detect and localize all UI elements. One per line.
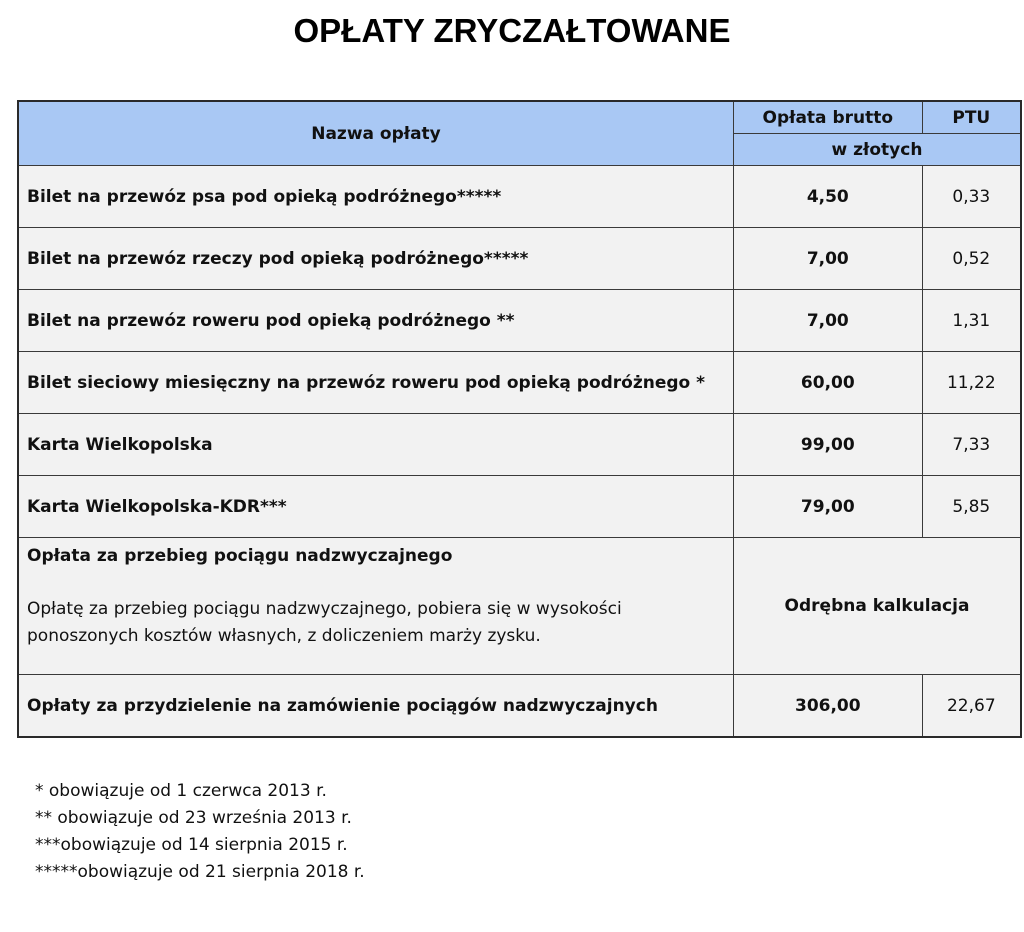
fee-name: Opłaty za przydzielenie na zamówienie pociągów nadzwyczajnych [18,675,733,738]
table-row [18,290,1021,352]
fees-table [17,100,1022,738]
fee-brutto: 7,00 [733,290,922,352]
fee-name: Bilet na przewóz rzeczy pod opieką podróżnego***** [18,228,733,290]
header-ptu: PTU [922,101,1021,134]
fee-ptu: 11,22 [922,352,1021,414]
fee-brutto: 4,50 [733,166,922,228]
fee-ptu: 0,33 [922,166,1021,228]
table-row [18,228,1021,290]
special-fee-value: Odrębna kalkulacja [733,538,1021,675]
fee-name: Karta Wielkopolska-KDR*** [18,476,733,538]
special-fee-title: Opłata za przebieg pociągu nadzwyczajnego [27,546,453,566]
header-brutto: Opłata brutto [733,101,922,134]
footnote: *****obowiązuje od 21 sierpnia 2018 r. [35,862,365,882]
footnote: ** obowiązuje od 23 września 2013 r. [35,808,352,828]
table-row [18,476,1021,538]
fee-name: Bilet na przewóz psa pod opieką podróżnego***** [18,166,733,228]
fee-brutto: 306,00 [733,675,922,738]
header-name: Nazwa opłaty [18,101,733,166]
footnotes [35,778,365,886]
fee-ptu: 0,52 [922,228,1021,290]
page-title: OPŁATY ZRYCZAŁTOWANE [293,12,731,49]
special-fee-description [27,596,725,650]
fee-brutto: 79,00 [733,476,922,538]
header-row [18,101,1021,134]
header-unit: w złotych [733,134,1021,166]
special-row [18,538,1021,675]
special-fee-description-line: ponoszonych kosztów własnych, z doliczeniem marży zysku. [27,626,541,646]
fee-name: Bilet sieciowy miesięczny na przewóz roweru pod opieką podróżnego * [18,352,733,414]
footnote: * obowiązuje od 1 czerwca 2013 r. [35,781,327,801]
table-row-last [18,675,1021,738]
fee-brutto: 99,00 [733,414,922,476]
fee-ptu: 1,31 [922,290,1021,352]
footnote: ***obowiązuje od 14 sierpnia 2015 r. [35,835,348,855]
table-row [18,414,1021,476]
fee-ptu: 7,33 [922,414,1021,476]
fee-ptu: 5,85 [922,476,1021,538]
table-row [18,166,1021,228]
fee-name: Bilet na przewóz roweru pod opieką podróżnego ** [18,290,733,352]
special-fee-cell [18,538,733,675]
table-row [18,352,1021,414]
fee-brutto: 60,00 [733,352,922,414]
special-fee-description-line: Opłatę za przebieg pociągu nadzwyczajnego, pobiera się w wysokości [27,599,622,619]
fee-name: Karta Wielkopolska [18,414,733,476]
fee-ptu: 22,67 [922,675,1021,738]
fee-brutto: 7,00 [733,228,922,290]
